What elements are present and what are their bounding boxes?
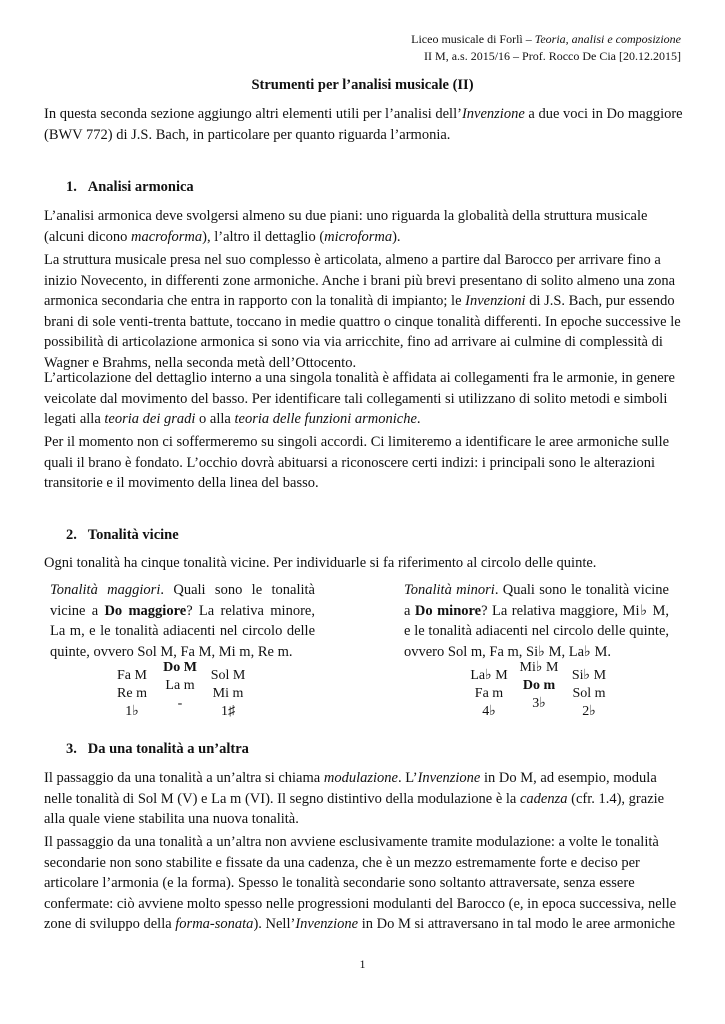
minor-keys-text: Tonalità minori. Quali sono le tonalità vicine a Do minore? La relativa maggiore, Mi♭ M, e le tonalità adiacenti nel circolo delle quinte, ovvero Sol m, Fa m, Si♭ M, La♭ M. <box>404 582 669 660</box>
document-title: Strumenti per l’analisi musicale (II) <box>251 77 474 93</box>
section-1-paragraph-3: L’articolazione del dettaglio interno a una singola tonalità è affidata ai collegamenti fra le armonie, in genere veicolate dal movimento del basso. Per identificare tali collegamenti si utilizzano di solito metodi e simboli legati alla teoria dei gradi o alla teoria delle funzioni armoniche. <box>44 370 675 427</box>
section-1-paragraph-2: La struttura musicale presa nel suo complesso è articolata, almeno a partire dal Barocco per arrivare fino a inizio Novecento, in differenti zone armoniche. Anche i brani più brevi presentano di solito almeno una zona armonica secondaria che entra in rapporto con la tonalità di impianto; le Invenzioni di J.S. Bach, pur essendo brani di sole venti-trenta battute, toccano in medie quattro o cinque tonalità differenti. In epoche successive le possibilità di articolazione armonica si sono via via arricchite, fino ad arrivare ai culmine di complessità di Wagner e Brahms, nella seconda metà dell’Ottocento. <box>44 252 681 371</box>
section-3-paragraph-1: Il passaggio da una tonalità a un’altra si chiama modulazione. L’Invenzione in Do M, ad esempio, modula nelle tonalità di Sol M (V) e La m (VI). Il segno distintivo della modulazione è la cadenza (cfr. 1.4), grazie alla quale viene stabilita una nuova tonalità. <box>44 770 665 827</box>
page-header <box>411 31 681 65</box>
section-3-paragraph-2: Il passaggio da una tonalità a un’altra non avviene esclusivamente tramite modulazione: a volte le tonalità secondarie non sono stabilite e fissate da una cadenza, che è un mezzo estremamente forte e deciso per articolare l’armonia (e la forma). Spesso le tonalità secondarie sono soltanto attraversate, senza essere confermate: ciò avviene molto spesso nelle progressioni modulanti del Barocco (e, in epoca successiva, nelle zone di sviluppo della forma-sonata). Nell’Invenzione in Do M si attraversano in tal modo le aree armoniche <box>44 834 677 932</box>
minor-scheme-right: Si♭ M Sol m 2♭ <box>571 668 607 719</box>
header-line-2: II M, a.s. 2015/16 – Prof. Rocco De Cia [20.12.2015] <box>424 49 681 63</box>
intro-paragraph: In questa seconda sezione aggiungo altri elementi utili per l’analisi dell’Invenzione a due voci in Do maggiore (BWV 772) di J.S. Bach, in particolare per quanto riguarda l’armonia. <box>44 106 683 143</box>
section-3-heading: 3. Da una tonalità a un’altra <box>66 741 249 757</box>
minor-scheme-center: Mi♭ M Do m 3♭ <box>519 660 559 711</box>
minor-scheme-left: La♭ M Fa m 4♭ <box>470 668 508 719</box>
section-1-heading: 1. Analisi armonica <box>66 179 194 195</box>
section-2-paragraph-1: Ogni tonalità ha cinque tonalità vicine. Per individuarle si fa riferimento al circolo delle quinte. <box>44 555 597 571</box>
header-line-1: Liceo musicale di Forlì – Teoria, analisi e composizione <box>411 32 681 46</box>
major-scheme-right: Sol M Mi m 1♯ <box>210 668 246 719</box>
major-scheme-center: Do M La m - <box>163 660 197 711</box>
section-2-heading: 2. Tonalità vicine <box>66 527 179 543</box>
major-scheme-left: Fa M Re m 1♭ <box>117 668 147 719</box>
page-number: 1 <box>359 957 366 971</box>
section-1-paragraph-4: Per il momento non ci soffermeremo su singoli accordi. Ci limiteremo a identificare le aree armoniche sulle quali il brano è fondato. L’occhio dovrà abituarsi a riconoscere certi indizi: i principali sono le alterazioni transitorie e il movimento della linea del basso. <box>44 434 670 491</box>
section-1-paragraph-1: L’analisi armonica deve svolgersi almeno su due piani: uno riguarda la globalità della struttura musicale (alcuni dicono macroforma), l’altro il dettaglio (microforma). <box>44 208 648 245</box>
major-keys-text: Tonalità maggiori. Quali sono le tonalità vicine a Do maggiore? La relativa minore, La m, e le tonalità adiacenti nel circolo delle quinte, ovvero Sol M, Fa M, Mi m, Re m. <box>50 582 315 660</box>
